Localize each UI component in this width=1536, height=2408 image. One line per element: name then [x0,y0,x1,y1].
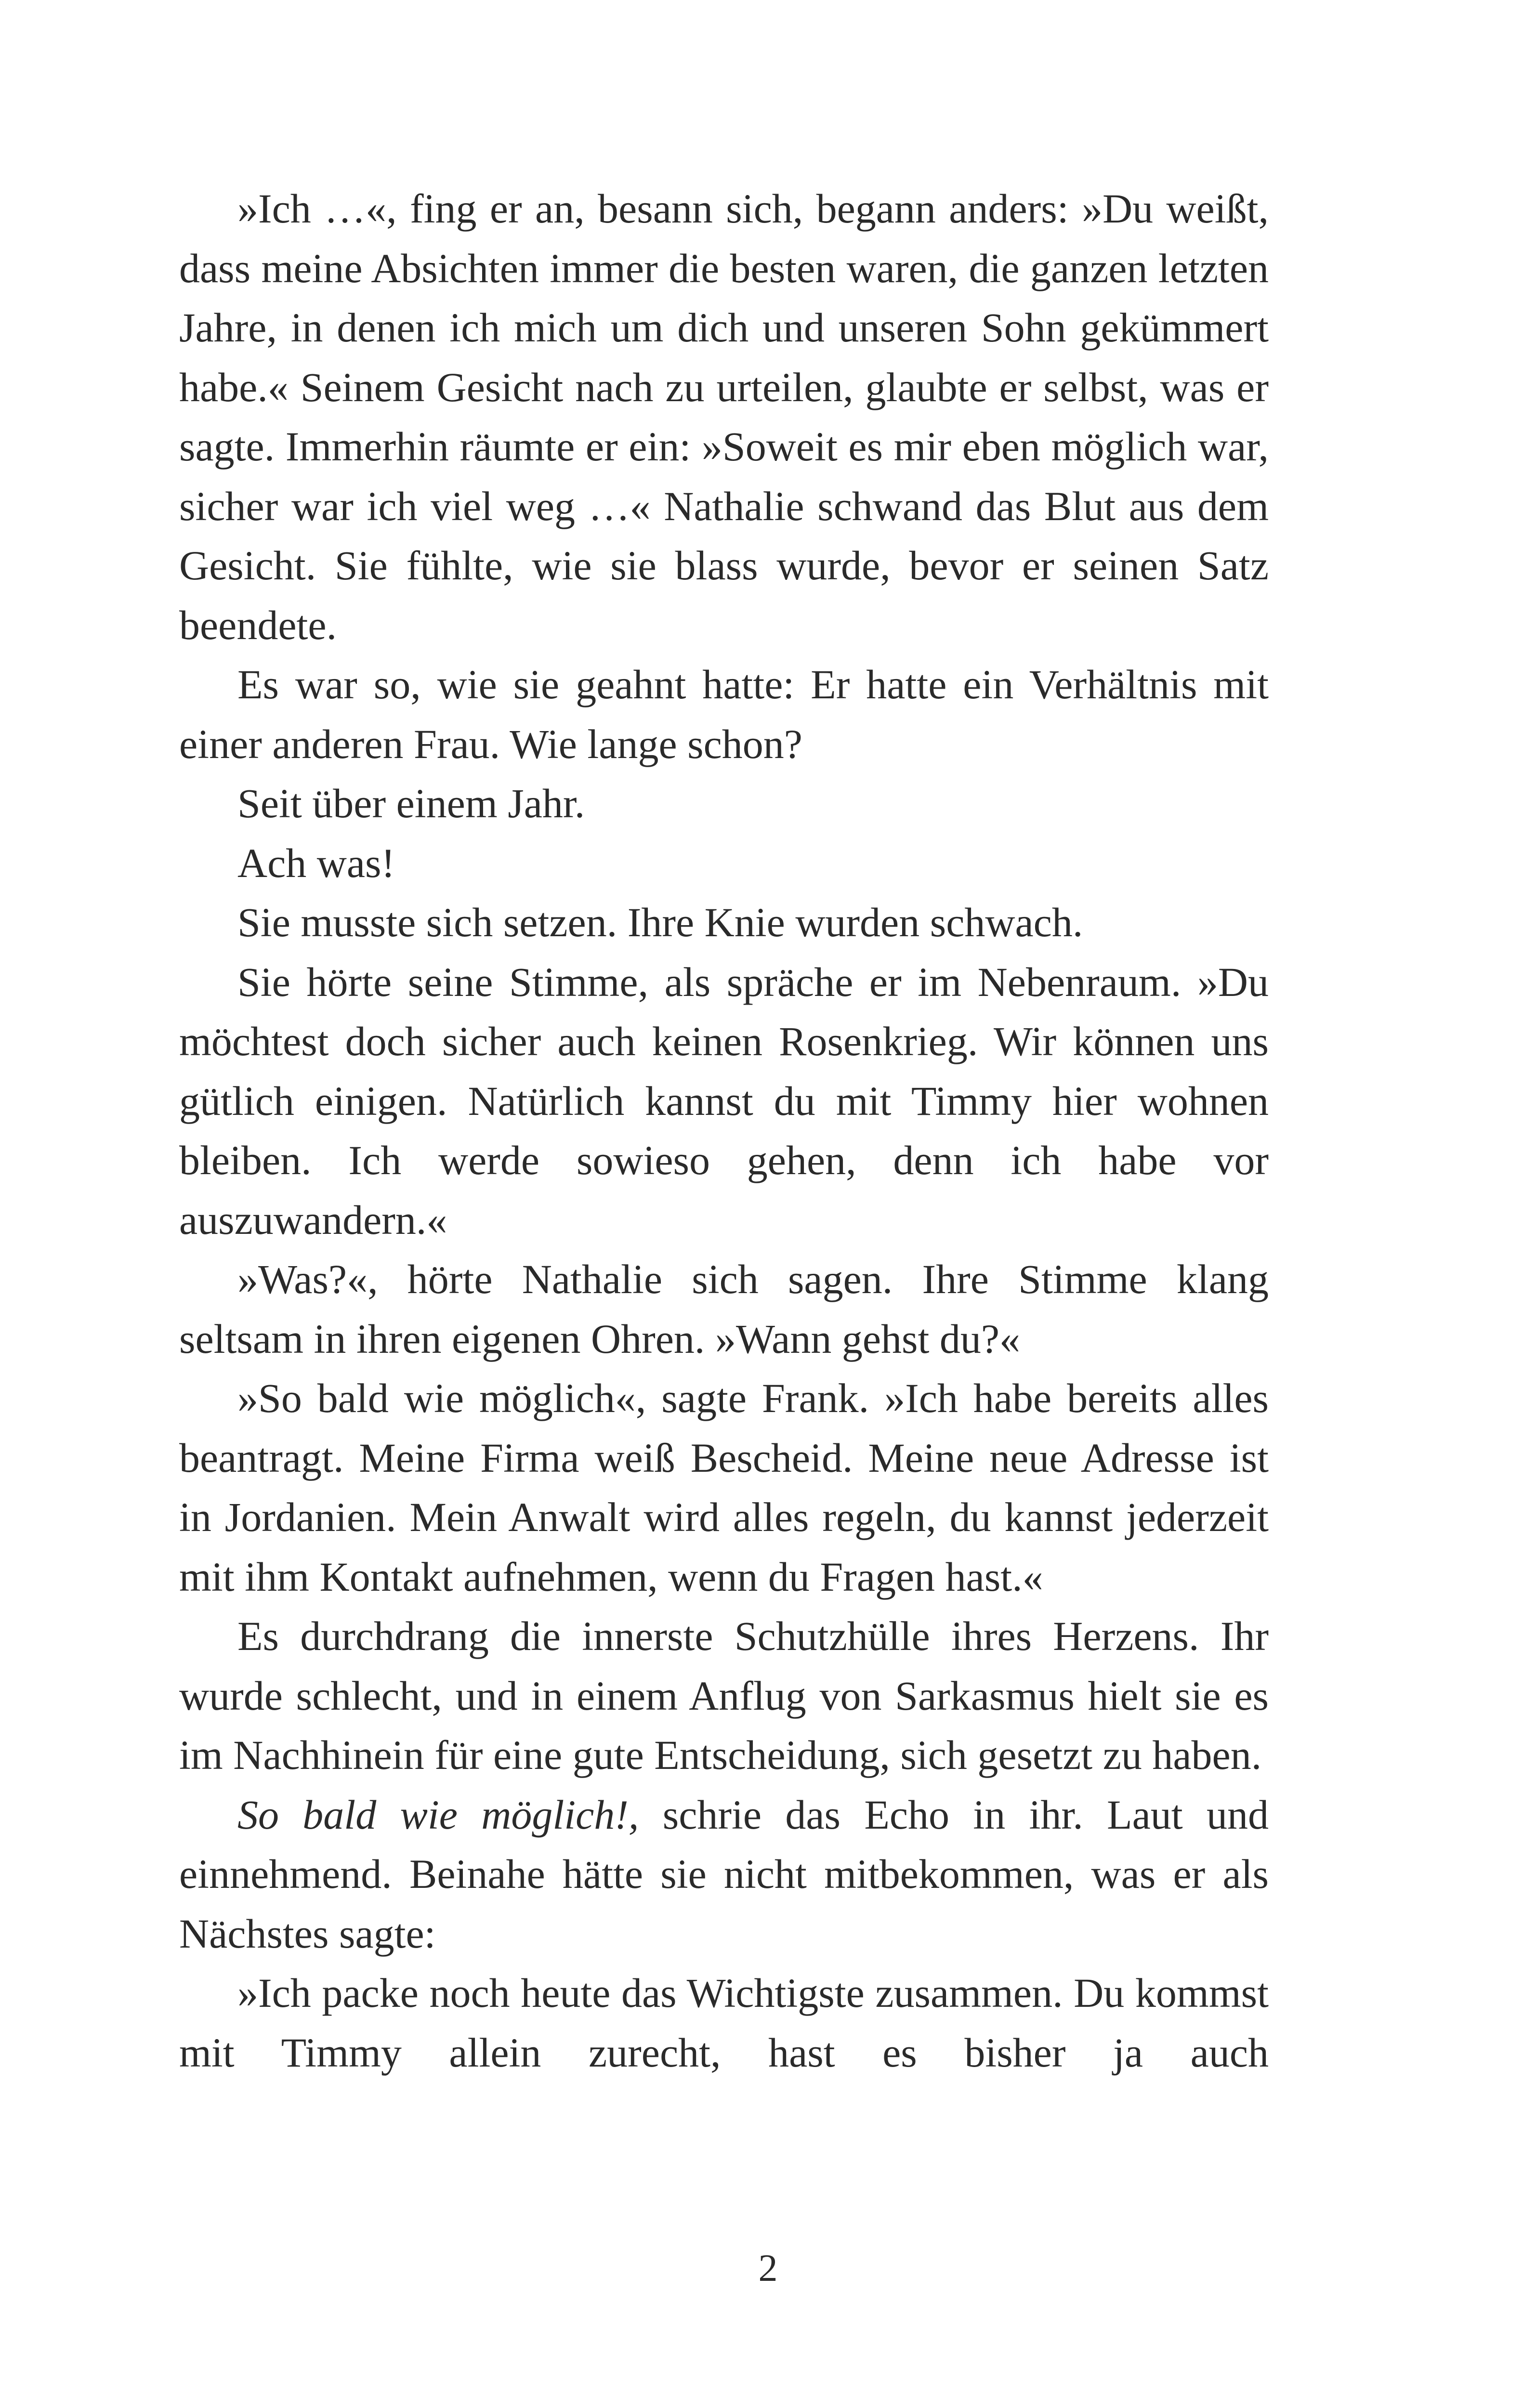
paragraph: Es durchdrang die innerste Schutzhülle ihres Herzens. Ihr wurde schlecht, und in einem Anflug von Sarkasmus hielt sie es im Nachhinein für eine gute Entscheidung, sich gesetzt zu haben. [179,1613,1269,1778]
echo-rest-text: schrie das Echo in ihr. Laut und einnehmend. Beinahe hätte sie nicht mitbekommen, was er als Nächstes sagte: [179,1791,1269,1957]
paragraph: Sie musste sich setzen. Ihre Knie wurden schwach. [237,899,1083,945]
echo-italic-text: So bald wie möglich!, [237,1791,639,1838]
body-text [179,179,1269,2082]
paragraph: Ach was! [237,839,395,886]
paragraph: Es war so, wie sie geahnt hatte: Er hatte ein Verhältnis mit einer anderen Frau. Wie lange schon? [179,661,1269,767]
paragraph: »So bald wie möglich«, sagte Frank. »Ich habe bereits alles beantragt. Meine Firma weiß Bescheid. Meine neue Adresse ist in Jordanien. Mein Anwalt wird alles regeln, du kannst jederzeit mit ihm Kontakt aufnehmen, wenn du Fragen hast.« [179,1375,1269,1600]
paragraph: Sie hörte seine Stimme, als spräche er im Nebenraum. »Du möchtest doch sicher auch keinen Rosenkrieg. Wir können uns gütlich einigen. Natürlich kannst du mit Timmy hier wohnen bleiben. Ich werde sowieso gehen, denn ich habe vor auszuwandern.« [179,958,1269,1243]
paragraph: »Ich …«, fing er an, besann sich, begann anders: »Du weißt, dass meine Absichten immer die besten waren, die ganzen letzten Jahre, in denen ich mich um dich und unseren Sohn gekümmert habe.« Seinem Gesicht nach zu urteilen, glaubte er selbst, was er sagte. Immerhin räumte er ein: »Soweit es mir eben möglich war, sicher war ich viel weg …« Nathalie schwand das Blut aus dem Gesicht. Sie fühlte, wie sie blass wurde, bevor er seinen Satz beendete. [179,185,1269,648]
last-paragraph: »Ich packe noch heute das Wichtigste zusammen. Du kommst mit Timmy allein zurecht, hast es bisher ja auch [179,1970,1269,2076]
paragraph: Seit über einem Jahr. [237,780,585,826]
paragraph: »Was?«, hörte Nathalie sich sagen. Ihre Stimme klang seltsam in ihren eigenen Ohren. »Wann gehst du?« [179,1256,1269,1362]
page-number: 2 [758,2247,778,2290]
echo-paragraph [179,1785,1269,1964]
